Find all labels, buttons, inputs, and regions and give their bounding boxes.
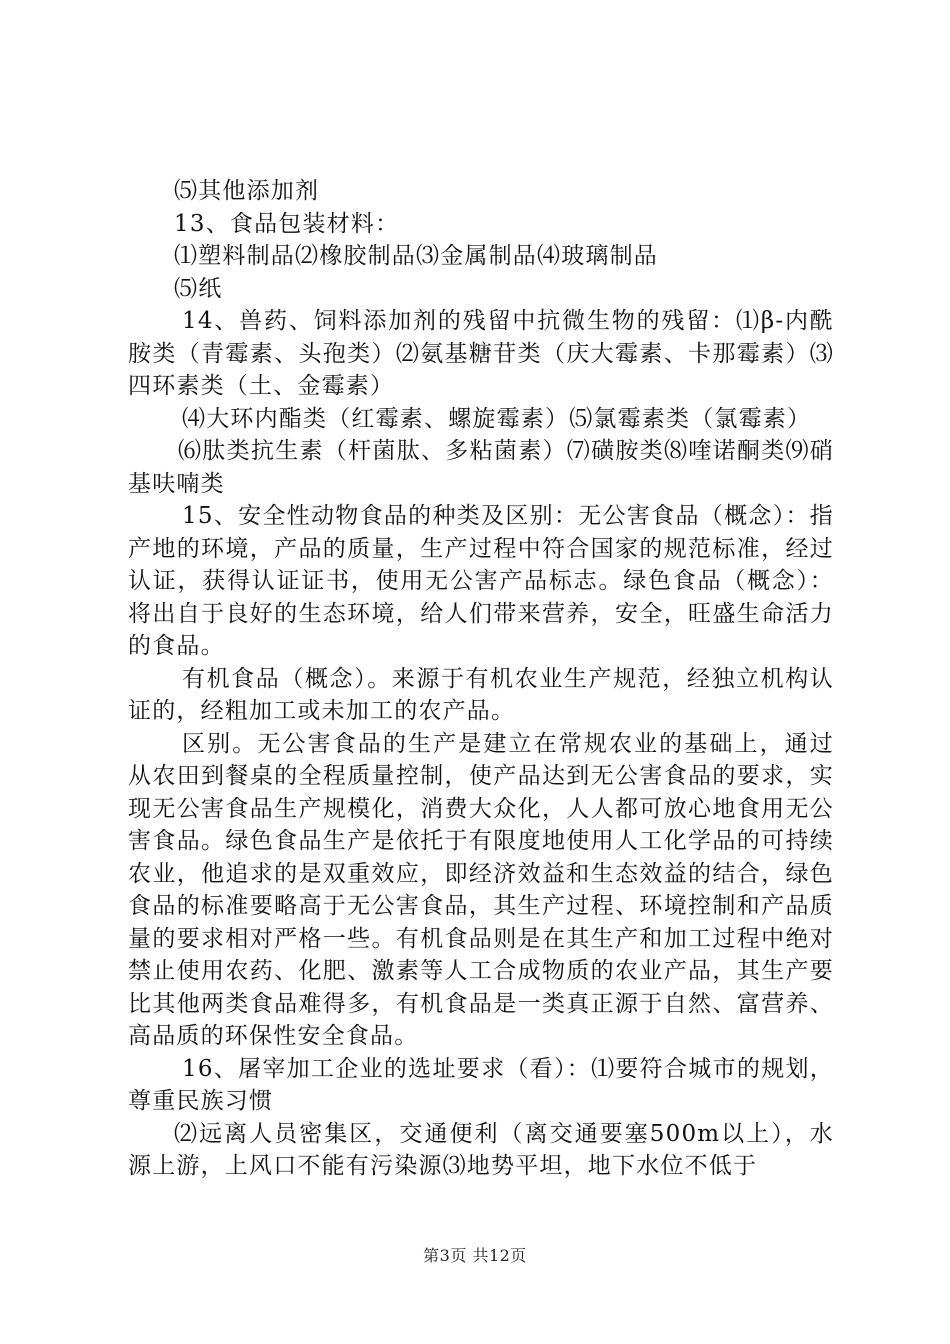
paragraph-other-additives: ⑸其他添加剂 <box>174 178 320 204</box>
paragraph-heading-14: 14、兽药、饲料添加剂的残留中抗微生物的残留：⑴β-内酰胺类（青霉素、头孢类）⑵氨基糖苷类（庆大霉素、卡那霉素）⑶四环素类（土、金霉素） <box>128 308 834 399</box>
paragraph-paper: ⑸纸 <box>174 275 223 302</box>
paragraph-peptide-antibiotics: ⑹肽类抗生素（杆菌肽、多粘菌素）⑺磺胺类⑻喹诺酮类⑼硝基呋喃类 <box>128 438 834 497</box>
paragraph-heading-16: 16、屠宰加工企业的选址要求（看）：⑴要符合城市的规划，尊重民族习惯 <box>128 1055 834 1114</box>
document-body <box>128 175 834 1183</box>
paragraph-heading-13: 13、食品包装材料： <box>174 210 400 237</box>
page-number-footer: 第3页 共12页 <box>423 1246 527 1265</box>
paragraph-organic-food: 有机食品（概念）。来源于有机农业生产规范，经独立机构认证的，经粗加工或未加工的农产品。 <box>128 665 834 724</box>
paragraph-differences: 区别。无公害食品的生产是建立在常规农业的基础上，通过从农田到餐桌的全程质量控制，使产品达到无公害食品的要求，实现无公害食品生产规模化，消费大众化，人人都可放心地食用无公害食品。绿色食品生产是依托于有限度地使用人工化学品的可持续农业，他追求的是双重效应，即经济效益和生态效益的结合，绿色食品的标准要略高于无公害食品，其生产过程、环境控制和产品质量的要求相对严格一些。有机食品则是在其生产和加工过程中绝对禁止使用农药、化肥、激素等人工合成物质的农业产品，其生产要比其他两类食品难得多，有机食品是一类真正源于自然、富营养、高品质的环保性安全食品。 <box>128 730 834 1049</box>
paragraph-site-requirements: ⑵远离人员密集区，交通便利（离交通要塞500m以上），水源上游，上风口不能有污染源⑶地势平坦，地下水位不低于 <box>128 1120 834 1179</box>
paragraph-heading-15: 15、安全性动物食品的种类及区别：无公害食品（概念）：指产地的环境，产品的质量，生产过程中符合国家的规范标准，经过认证，获得认证证书，使用无公害产品标志。绿色食品（概念）：将出自于良好的生态环境，给人们带来营养，安全，旺盛生命活力的食品。 <box>128 503 834 659</box>
paragraph-packaging-list: ⑴塑料制品⑵橡胶制品⑶金属制品⑷玻璃制品 <box>174 243 658 269</box>
paragraph-macrolides: ⑷大环内酯类（红霉素、螺旋霉素）⑸氯霉素类（氯霉素） <box>182 405 812 432</box>
